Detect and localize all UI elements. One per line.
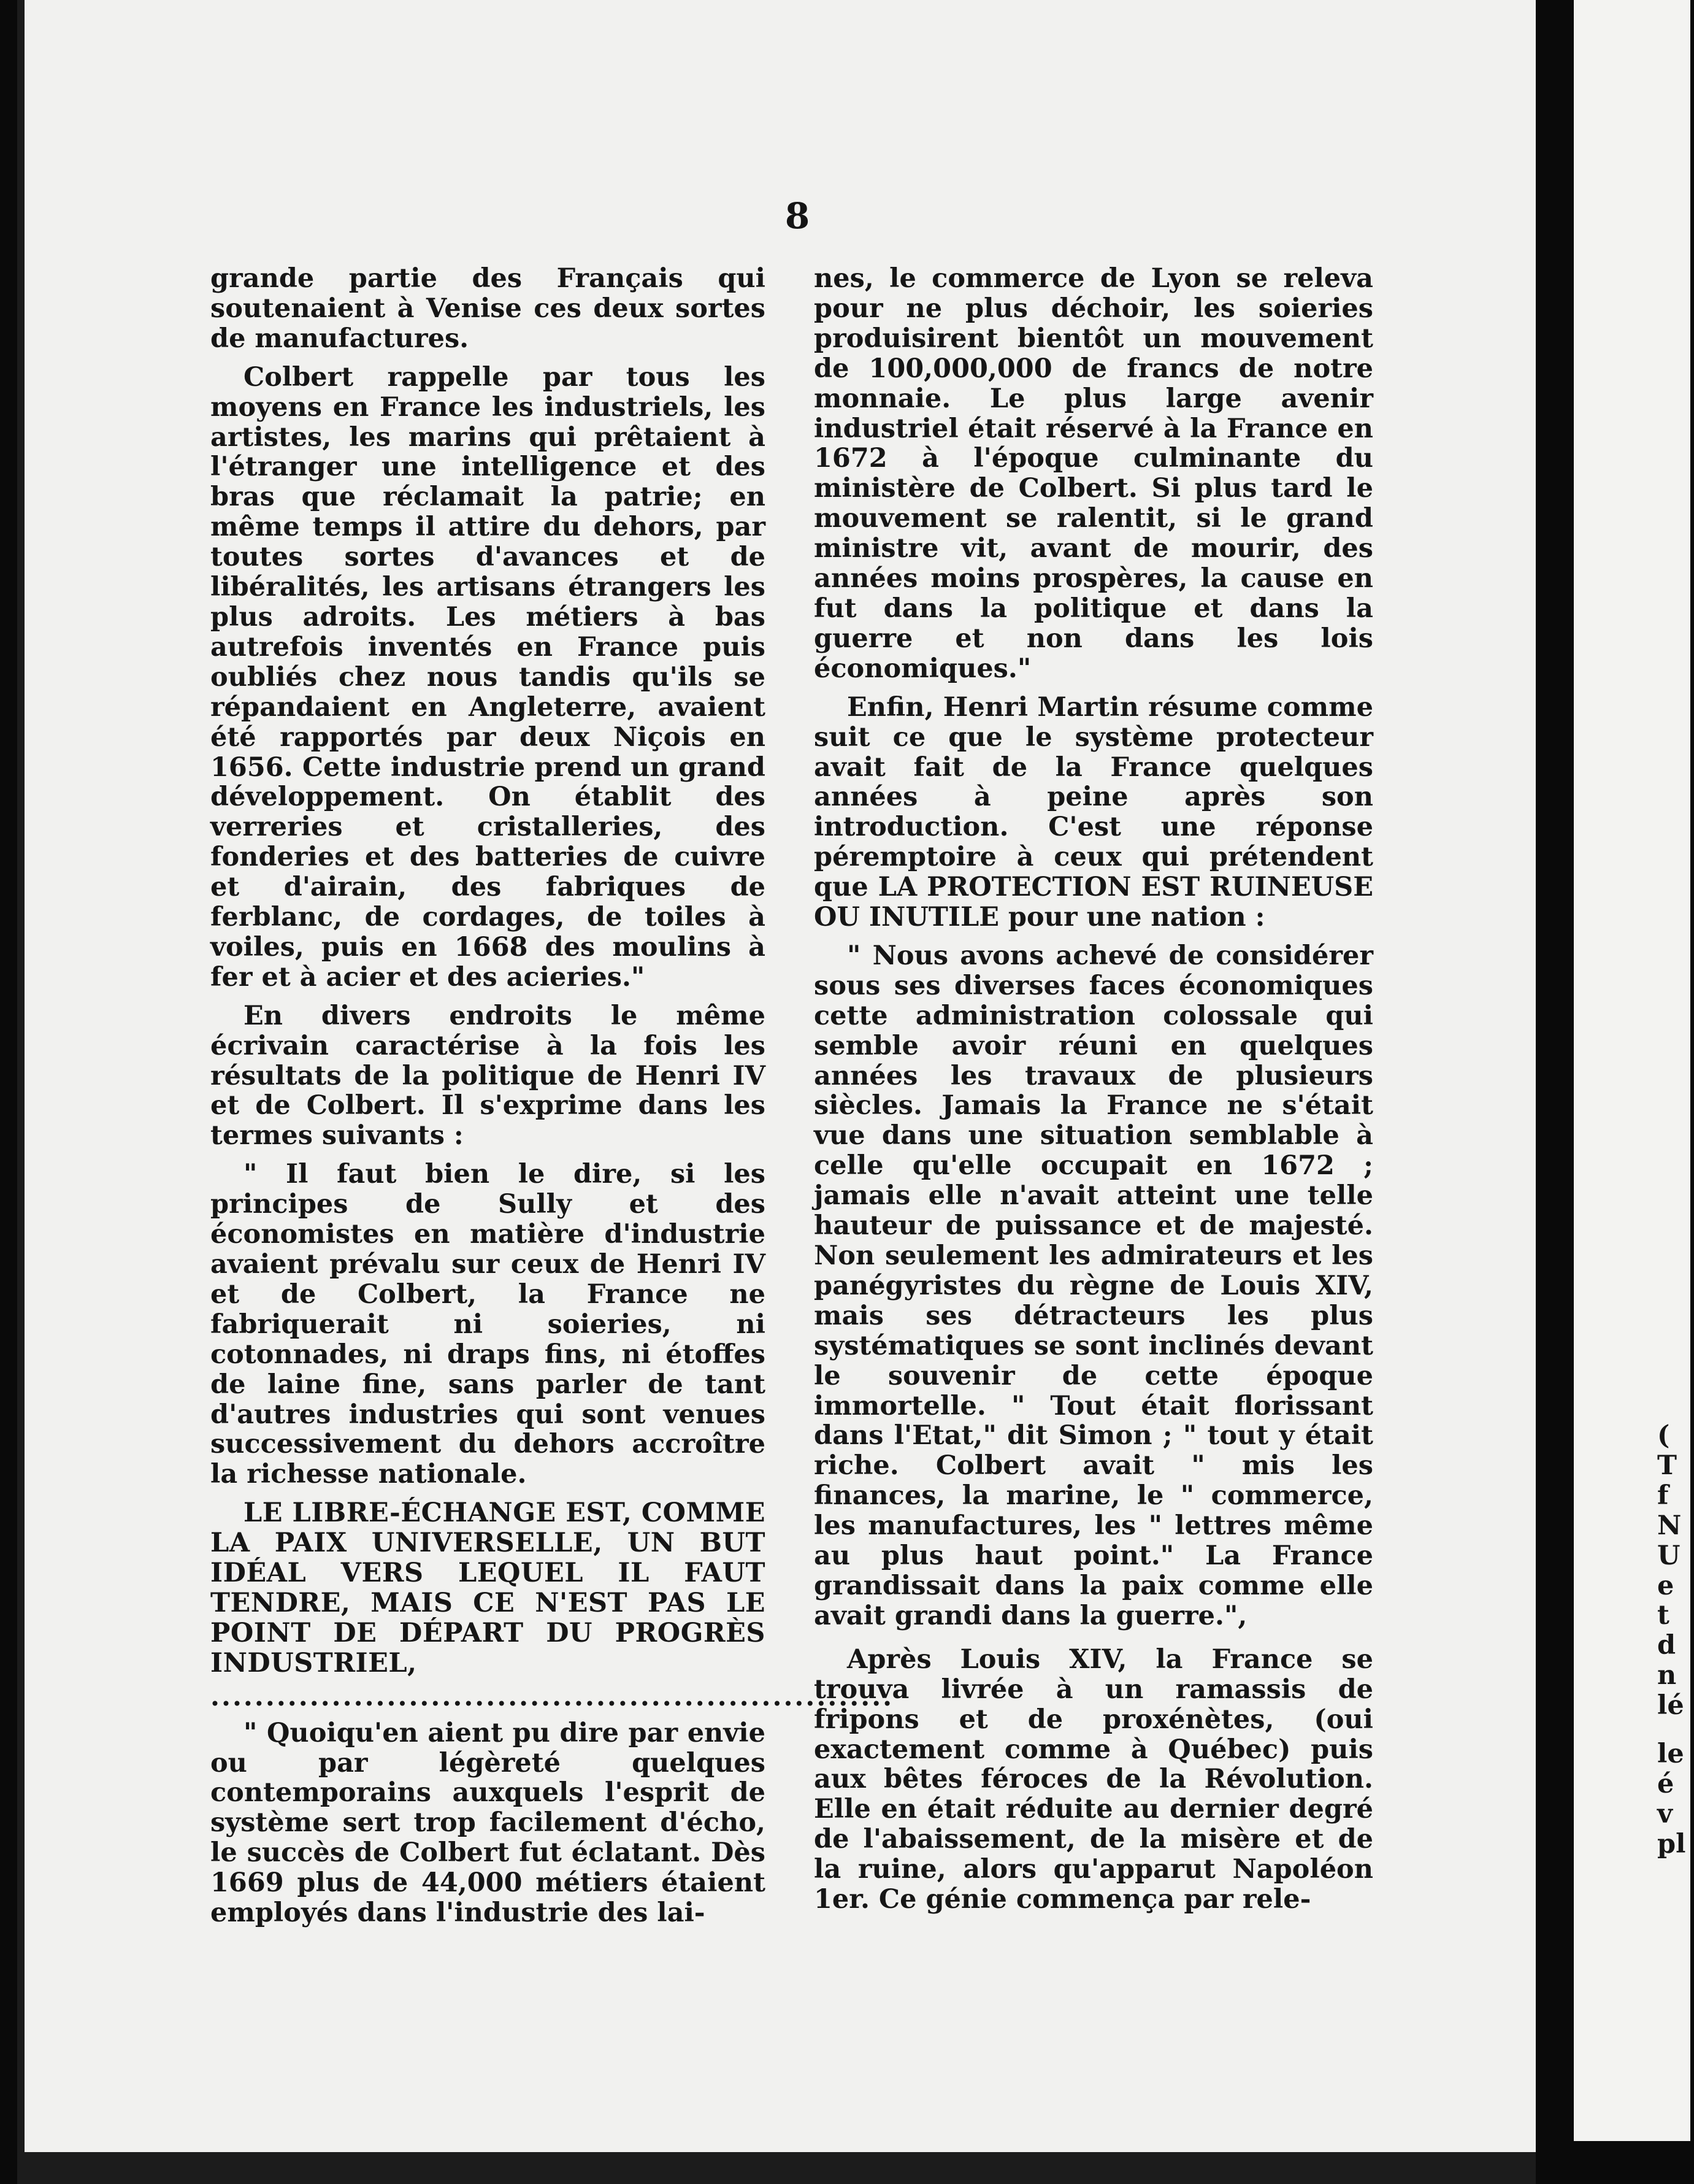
fragment-line: d <box>1657 1630 1676 1661</box>
fragment-line: v <box>1657 1798 1673 1829</box>
fragment-line: n <box>1657 1660 1677 1691</box>
page-number: 8 <box>784 195 810 237</box>
fragment-line: T <box>1657 1450 1677 1481</box>
fragment-line: pl <box>1657 1828 1686 1859</box>
paragraph-henri-martin: Enfin, Henri Martin résume comme suit ce que le système protecteur avait fait de la France quelques années à peine après son introduction. C'est une réponse péremptoire à ceux qui prétendent que LA PROTECTION EST RUINEUSE OU INUTILE pour une nation : <box>814 691 1373 933</box>
fragment-line: lé <box>1657 1690 1684 1721</box>
fragment-line: e <box>1657 1570 1674 1601</box>
quote-free-trade-caps: LE LIBRE-ÉCHANGE EST, COMME LA PAIX UNIVERSELLE, UN BUT IDÉAL VERS LEQUEL IL FAUT TENDRE, MAIS CE N'EST PAS LE POINT DE DÉPART DU PROGRÈS INDUSTRIEL, <box>210 1498 765 1678</box>
ellipsis-separator: .............................................................. <box>210 1681 894 1712</box>
fragment-line: le <box>1657 1739 1684 1770</box>
paragraph-writer-characterizes: En divers endroits le même écrivain caractérise à la fois les résultats de la politique de Henri IV et de Colbert. Il s'exprime dans les termes suivants : <box>210 1000 765 1152</box>
fragment-line: ( <box>1657 1420 1670 1451</box>
fragment-line: N <box>1657 1510 1682 1541</box>
right-column <box>814 264 1373 1915</box>
paragraph-lyon-commerce: nes, le commerce de Lyon se releva pour ne plus déchoir, les soieries produisirent bientôt un mouvement de 100,000,000 de francs de notre monnaie. Le plus large avenir industriel était réservé à la France en 1672 à l'époque culminante du ministère de Colbert. Si plus tard le mouvement se ralentit, si le grand ministre vit, avant de mourir, des années moins prospères, la cause en fut dans la politique et dans la guerre et non dans les lois économiques." <box>814 263 1373 684</box>
adjacent-page-fragments <box>1657 1421 1694 1859</box>
quote-colbert-administration: " Nous avons achevé de considérer sous ses diverses faces économiques cette administration colossale qui semble avoir réuni en quelques années les travaux de plusieurs siècles. Jamais la France ne s'était vue dans une situation semblable à celle qu'elle occupait en 1672 ; jamais elle n'avait atteint une telle hauteur de puissance et de majesté. Non seulement les admirateurs et les panégyristes du règne de Louis XIV, mais ses détracteurs les plus systématiques se sont inclinés devant le souvenir de cette époque immortelle. " Tout était florissant dans l'Etat," dit Simon ; " tout y était riche. Colbert avait " mis les finances, la marine, le " commerce, les manufactures, les " lettres même au plus haut point." La France grandissait dans la paix comme elle avait grandi dans la guerre.", <box>814 940 1373 1631</box>
fragment-line: é <box>1657 1768 1674 1799</box>
paragraph-continuation: grande partie des Français qui soutenaient à Venise ces deux sortes de manufactures. <box>210 263 765 354</box>
fragment-line: f <box>1657 1480 1669 1511</box>
fragment-line: t <box>1657 1600 1669 1631</box>
quote-colbert-success: " Quoiqu'en aient pu dire par envie ou par légèreté quelques contemporains auxquels l'esprit de système sert trop facilement d'écho, le succès de Colbert fut éclatant. Dès 1669 plus de 44,000 métiers étaient employés dans l'industrie des lai- <box>210 1717 765 1929</box>
quote-sully-principles: " Il faut bien le dire, si les principes de Sully et des économistes en matière d'industrie avaient prévalu sur ceux de Henri IV et de Colbert, la France ne fabriquerait ni soieries, ni cotonnades, ni draps fins, ni étoffes de laine fine, sans parler de tant d'autres industries qui sont venues successivement du dehors accroître la richesse nationale. <box>210 1159 765 1490</box>
paragraph-after-louis-xiv: Après Louis XIV, la France se trouva livrée à un ramassis de fripons et de proxénètes, (oui exactement comme à Québec) puis aux bêtes féroces de la Révolution. Elle en était réduite au dernier degré de l'abaissement, de la misère et de la ruine, alors qu'apparut Napoléon 1er. Ce génie commença par rele- <box>814 1644 1373 1915</box>
left-column <box>210 263 894 1929</box>
paragraph-colbert-recalls: Colbert rappelle par tous les moyens en France les industriels, les artistes, les marins qui prêtaient à l'étranger une intelligence et des bras que réclamait la patrie; en même temps il attire du dehors, par toutes sortes d'avances et de libéralités, les artisans étrangers les plus adroits. Les métiers à bas autrefois inventés en France puis oubliés chez nous tandis qu'ils se répandaient en Angleterre, avaient été rapportés par deux Niçois en 1656. Cette industrie prend un grand développement. On établit des verreries et cristalleries, des fonderies et des batteries de cuivre et d'airain, des fabriques de ferblanc, de cordages, de toiles à voiles, puis en 1668 des moulins à fer et à acier et des acieries." <box>210 361 765 993</box>
fragment-line: U <box>1657 1540 1681 1571</box>
